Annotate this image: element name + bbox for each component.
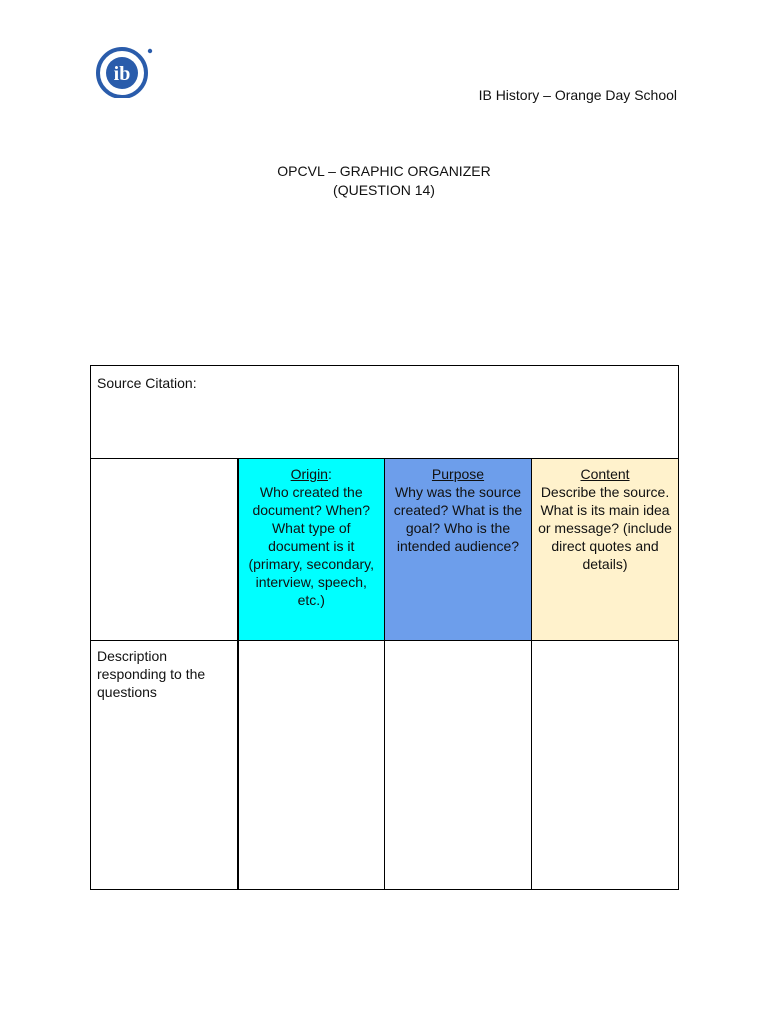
- content-header-cell: [532, 459, 679, 641]
- ib-logo-text: ib: [113, 63, 131, 85]
- content-label: Content: [580, 466, 630, 482]
- origin-answer-cell[interactable]: [238, 641, 385, 890]
- blank-corner-cell: [91, 459, 238, 641]
- ib-logo-icon: [86, 44, 156, 98]
- description-label: Description responding to the questions: [97, 648, 206, 700]
- purpose-prompt: Why was the source created? What is the goal? Who is the intended audience?: [393, 484, 523, 554]
- description-label-cell: [91, 641, 238, 890]
- content-answer-cell[interactable]: [532, 641, 679, 890]
- purpose-answer-cell[interactable]: [385, 641, 532, 890]
- purpose-header-cell: [385, 459, 532, 641]
- source-citation-label: Source Citation:: [97, 375, 197, 391]
- origin-label-colon: :: [327, 466, 332, 482]
- source-citation-cell[interactable]: [91, 366, 679, 459]
- school-header: IB History – Orange Day School: [478, 87, 677, 103]
- origin-header-cell: [238, 459, 385, 641]
- title-line-1: OPCVL – GRAPHIC ORGANIZER: [277, 163, 491, 179]
- header-row: [91, 459, 679, 641]
- opcvl-organizer-table: [90, 365, 679, 890]
- description-row: [91, 641, 679, 890]
- source-citation-row: [91, 366, 679, 459]
- title-line-2: (QUESTION 14): [333, 182, 435, 198]
- origin-label: Origin: [290, 466, 328, 482]
- page-title: [0, 162, 768, 200]
- origin-prompt: Who created the document? When? What type of document is it (primary, secondary, interview, speech, etc.): [248, 484, 374, 608]
- purpose-label: Purpose: [431, 466, 485, 482]
- content-prompt: Describe the source. What is its main idea or message? (include direct quotes and details): [538, 484, 672, 572]
